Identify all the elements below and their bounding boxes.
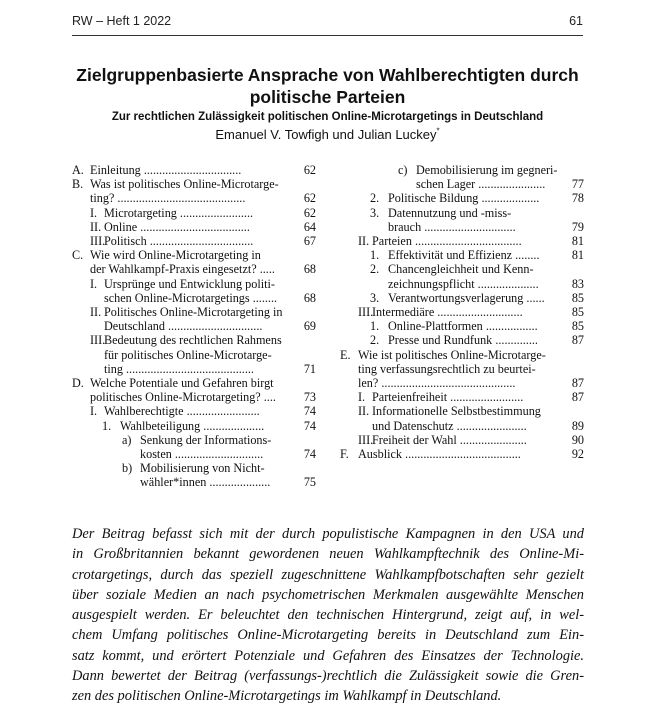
toc-entry: [72, 404, 316, 418]
toc-entry: [340, 390, 584, 404]
toc-entry-label: II.: [358, 234, 370, 249]
toc-entry-label: III.: [358, 432, 374, 447]
toc-entry-page: 62: [303, 191, 316, 206]
toc-entry-label: 1.: [370, 248, 380, 263]
page-number: 61: [569, 14, 583, 28]
toc-entry-text: Deutschland ...............................: [104, 319, 263, 334]
toc-entry-text: kosten .............................: [140, 447, 264, 462]
table-of-contents-right: [340, 163, 584, 461]
toc-entry-text: Parteienfreiheit ........................: [372, 390, 524, 405]
abstract-line: chem Umfang politisches Online-Microtargeting bereits in Deutschland zum Ein-: [72, 627, 584, 644]
toc-entry-text: Ausblick ......................................: [358, 447, 521, 462]
toc-entry-page: 89: [571, 418, 584, 433]
toc-entry-page: 62: [303, 163, 316, 177]
toc-entry-page: 78: [571, 191, 584, 206]
toc-entry-text: Politisches Online-Microtargeting in: [104, 305, 283, 320]
toc-entry-text: Welche Potentiale und Gefahren birgt: [90, 376, 274, 391]
toc-entry-text: schen Online-Microtargetings ........: [104, 290, 278, 305]
abstract-line: zen des politischen Online-Microtargetings im Wahlkampf in Deutschland.: [72, 688, 502, 705]
toc-entry-label: F.: [340, 447, 349, 462]
toc-entry-text: Bedeutung des rechtlichen Rahmens: [104, 333, 282, 348]
toc-entry-page: 81: [571, 234, 584, 249]
toc-entry-text: Demobilisierung im gegneri-: [416, 163, 558, 177]
author-names: Emanuel V. Towfigh und Julian Luckey: [215, 127, 437, 142]
toc-entry: [72, 333, 316, 376]
toc-entry: [340, 163, 584, 191]
author-footnote-mark: *: [436, 126, 440, 136]
toc-entry: [72, 177, 316, 205]
toc-entry-text: Politisch ..................................: [104, 234, 254, 249]
abstract-line: Der Beitrag befasst sich mit der durch populistische Kampagnen in den USA und: [72, 526, 584, 542]
toc-entry-text: Presse und Rundfunk ..............: [388, 333, 538, 348]
toc-entry: [72, 206, 316, 220]
toc-entry-label: I.: [90, 276, 98, 291]
toc-entry-label: E.: [340, 347, 351, 362]
toc-entry-label: III.: [90, 333, 106, 348]
toc-entry-text: und Datenschutz .......................: [372, 418, 527, 433]
toc-entry: [340, 291, 584, 305]
toc-entry: [340, 191, 584, 205]
toc-entry: [340, 319, 584, 333]
abstract-line: satz kommt, und erörtert Potenziale und Gefahren des Einsatzes der Technologie.: [72, 647, 584, 664]
toc-entry-page: 85: [571, 305, 584, 320]
toc-entry-page: 68: [303, 290, 316, 305]
toc-entry-page: 87: [571, 376, 584, 391]
toc-entry-page: 73: [303, 390, 316, 405]
toc-entry-page: 81: [571, 248, 584, 263]
toc-entry-text: Parteien ...................................: [372, 234, 522, 249]
toc-entry: [340, 433, 584, 447]
toc-entry: [340, 248, 584, 262]
toc-entry-text: Informationelle Selbstbestimmung: [372, 404, 541, 419]
toc-entry-page: 87: [571, 333, 584, 348]
toc-entry-text: politisches Online-Microtargeting? ....: [90, 390, 276, 405]
toc-entry-label: C.: [72, 248, 84, 263]
toc-entry: [72, 376, 316, 404]
toc-entry-page: 92: [571, 447, 584, 462]
toc-entry-text: Effektivität und Effizienz ........: [388, 248, 540, 263]
toc-entry: [340, 305, 584, 319]
toc-entry-label: A.: [72, 163, 84, 177]
toc-entry-label: III.: [358, 305, 374, 320]
toc-entry-page: 74: [303, 404, 316, 419]
toc-entry-text: Wahlbeteiligung ....................: [120, 418, 265, 433]
journal-issue: RW – Heft 1 2022: [72, 14, 172, 28]
toc-entry-page: 87: [571, 390, 584, 405]
toc-entry-label: D.: [72, 376, 84, 391]
toc-entry-label: b): [122, 461, 133, 476]
abstract-line: crotargetings, durch das speziell zugeschnittene Wahlkampfbotschaften sehr gezielt: [72, 566, 584, 583]
toc-entry-text: Ursprünge und Entwicklung politi-: [104, 276, 275, 291]
toc-entry-text: len? ............................................: [358, 376, 516, 391]
toc-entry-page: 71: [303, 361, 316, 376]
toc-entry: [72, 234, 316, 248]
toc-entry-text: ting verfassungsrechtlich zu beurtei-: [358, 361, 536, 376]
toc-entry-page: 75: [303, 475, 316, 490]
toc-entry: [72, 248, 316, 276]
toc-entry-text: Chancengleichheit und Kenn-: [388, 262, 534, 277]
toc-entry-text: Politische Bildung ...................: [388, 191, 540, 206]
toc-entry-text: Senkung der Informations-: [140, 432, 272, 447]
toc-entry-label: 1.: [102, 418, 112, 433]
article-subtitle: Zur rechtlichen Zulässigkeit politischen Online-Microtargetings in Deutschland: [111, 111, 544, 123]
toc-entry-page: 90: [571, 432, 584, 447]
toc-entry-page: 68: [303, 262, 316, 277]
toc-entry-text: Einleitung ................................: [90, 163, 242, 177]
toc-entry-page: 62: [303, 205, 316, 220]
toc-entry-label: c): [398, 163, 408, 177]
toc-entry: [340, 447, 584, 461]
toc-entry: [72, 419, 316, 433]
toc-entry-label: III.: [90, 234, 106, 249]
toc-entry: [340, 262, 584, 290]
toc-entry-label: 3.: [370, 290, 380, 305]
toc-entry-label: a): [122, 432, 132, 447]
toc-entry-page: 74: [303, 447, 316, 462]
toc-entry: [72, 433, 316, 461]
toc-entry-text: wähler*innen ....................: [140, 475, 271, 490]
toc-entry-text: ting ..........................................: [104, 361, 254, 376]
toc-entry-text: Mobilisierung von Nicht-: [140, 461, 265, 476]
toc-entry: [72, 305, 316, 333]
toc-entry-text: schen Lager ......................: [416, 177, 546, 192]
abstract-line: ausgespielt werden. Er beleuchtet den technischen Hintergrund, zeigt auf, in wel-: [72, 607, 584, 624]
header-rule: [72, 35, 583, 36]
toc-entry-label: II.: [358, 404, 370, 419]
toc-entry-text: Wie ist politisches Online-Microtarge-: [358, 347, 546, 362]
toc-entry-label: I.: [90, 404, 98, 419]
toc-entry-label: 1.: [370, 319, 380, 334]
toc-entry: [340, 404, 584, 432]
toc-entry-page: 83: [571, 276, 584, 291]
toc-entry-page: 69: [303, 319, 316, 334]
toc-entry-label: B.: [72, 177, 84, 192]
toc-entry: [340, 348, 584, 391]
title-line-1: Zielgruppenbasierte Ansprache von Wahlberechtigten durch: [76, 65, 579, 85]
toc-entry: [72, 277, 316, 305]
toc-entry-page: 77: [571, 177, 584, 192]
title-line-2: politische Parteien: [249, 87, 406, 107]
toc-entry-text: Datennutzung und -miss-: [388, 205, 512, 220]
toc-entry-text: zeichnungspflicht ....................: [388, 276, 539, 291]
toc-entry-label: 2.: [370, 191, 380, 206]
toc-entry-page: 64: [303, 219, 316, 234]
abstract-line: in Großbritannien bekannt gewordenen neuen Wahlkampftechnik des Online-Mi-: [72, 546, 584, 563]
toc-entry-label: 3.: [370, 205, 380, 220]
toc-entry-page: 85: [571, 319, 584, 334]
toc-entry-text: für politisches Online-Microtarge-: [104, 347, 272, 362]
toc-entry-text: Wie wird Online-Microtargeting in: [90, 248, 261, 263]
toc-entry: [72, 220, 316, 234]
running-header: [72, 14, 583, 34]
toc-entry-page: 79: [571, 219, 584, 234]
toc-entry-label: I.: [90, 205, 98, 220]
toc-entry-label: 2.: [370, 333, 380, 348]
toc-entry-page: 74: [303, 418, 316, 433]
toc-entry-text: Was ist politisches Online-Microtarge-: [90, 177, 279, 192]
toc-entry: [72, 163, 316, 177]
table-of-contents-left: [72, 163, 316, 490]
article-authors: [60, 127, 595, 143]
toc-entry: [340, 234, 584, 248]
toc-entry-text: Verantwortungsverlagerung ......: [388, 290, 545, 305]
toc-entry-text: ting? ..........................................: [90, 191, 246, 206]
toc-entry-text: Online-Plattformen .................: [388, 319, 538, 334]
abstract-line: Dann bewertet der Beitrag (verfassungs-)rechtlich die Zulässigkeit sowie die Gren-: [72, 668, 584, 685]
toc-entry: [340, 206, 584, 234]
abstract: [72, 524, 584, 707]
toc-entry-page: 85: [571, 290, 584, 305]
toc-entry: [72, 461, 316, 489]
toc-entry-label: II.: [90, 305, 102, 320]
toc-entry-text: Online ....................................: [104, 219, 250, 234]
toc-entry-label: 2.: [370, 262, 380, 277]
toc-entry-page: 67: [303, 234, 316, 249]
toc-entry-label: II.: [90, 219, 102, 234]
toc-entry: [340, 333, 584, 347]
toc-entry-text: Microtargeting ........................: [104, 205, 254, 220]
article-title: [60, 64, 595, 108]
toc-entry-text: Freiheit der Wahl ......................: [372, 432, 527, 447]
toc-entry-label: I.: [358, 390, 366, 405]
abstract-line: über soziale Medien an nach psychometrischen Merkmalen ausgewählte Menschen: [72, 586, 584, 603]
toc-entry-text: brauch ..............................: [388, 219, 516, 234]
toc-entry-text: der Wahlkampf-Praxis eingesetzt? .....: [90, 262, 275, 277]
toc-entry-text: Intermediäre ............................: [372, 305, 523, 320]
toc-entry-text: Wahlberechtigte ........................: [104, 404, 260, 419]
